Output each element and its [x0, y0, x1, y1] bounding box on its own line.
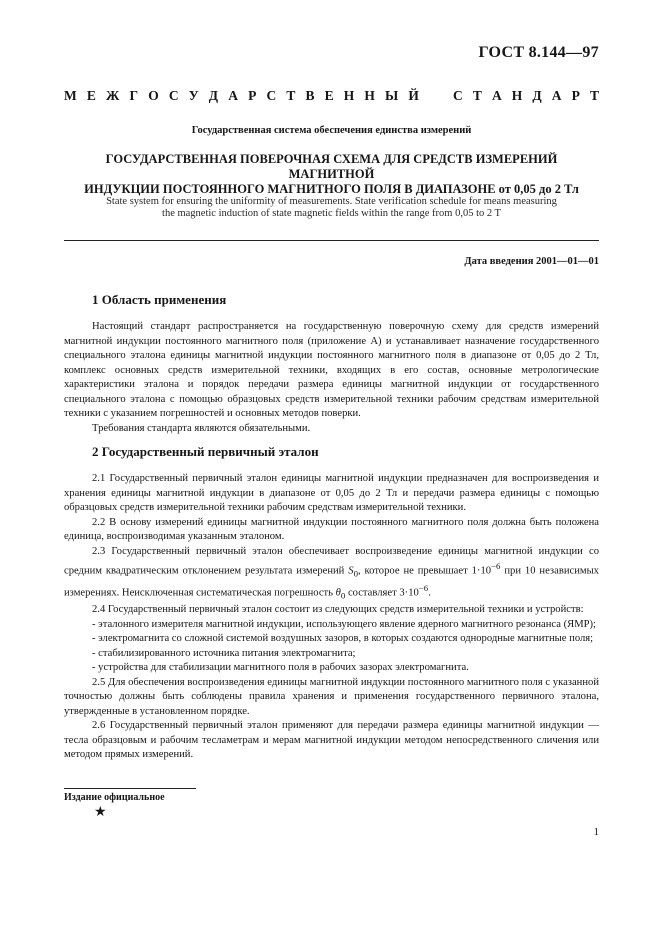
- list-item: - устройства для стабилизации магнитного поля в рабочих зазорах электромагнита.: [92, 662, 469, 674]
- paragraph-2-2: 2.2 В основу измерений единицы магнитной индукции постоянного магнитного поля должна быть положена единица, воспроизводимая указанным эталоном.: [64, 516, 599, 542]
- text-run: 2.3 Государственный первичный эталон обеспечивает воспроизведение единицы магнитной индукции со средним квадратическим отклонением результата измерений: [64, 545, 599, 577]
- symbol-theta: θ: [335, 587, 341, 599]
- paragraph-2-1: 2.1 Государственный первичный эталон единицы магнитной индукции предназначен для воспроизведения и хранения единицы магнитной индукции в диапазоне от 0,05 до 2 Тл и передачи размера единицы с помощью образцовых средств измерительной техники рабочим средствам измерительной техники.: [64, 473, 599, 513]
- gost-code: ГОСТ 8.144—97: [478, 44, 599, 61]
- interstate-standard-banner: [64, 88, 599, 104]
- text-run: , которое не превышает 1·10: [357, 565, 492, 577]
- symbol-s-subscript: 0: [353, 568, 358, 579]
- paragraph-2-6: 2.6 Государственный первичный эталон применяют для передачи размера единицы магнитной индукции — тесла образцовым и рабочим тесламетрам и мерам магнитной индукции методом непосредственного сличения или методом прямых измерений.: [64, 720, 599, 761]
- section-2-body: [64, 472, 599, 763]
- header-divider: [64, 240, 599, 241]
- paragraph: Требования стандарта являются обязательными.: [92, 422, 311, 434]
- section-1-body: [64, 320, 599, 436]
- paragraph: Настоящий стандарт распространяется на государственную поверочную схему для средств измерений магнитной индукции постоянного магнитного поля (приложение А) и устанавливает назначение государственного специального эталона единицы магнитной индукции постоянного магнитного поля в диапазоне от 0,05 до 2 Тл, комплекс основных средств измерительной техники, входящих в его состав, основные метрологические характеристики эталона и порядок передачи размера единицы магнитной индукции от государственного специального эталона с помощью образцовых средств измерительной техники рабочим средствам измерительной техники с указанием погрешностей и основных методов поверки.: [64, 321, 599, 419]
- system-title: Государственная система обеспечения единства измерений: [191, 125, 472, 136]
- text-run: .: [428, 587, 431, 599]
- list-item: - эталонного измерителя магнитной индукции, использующего явление ядерного магнитного резонанса (ЯМР);: [92, 618, 596, 630]
- list-item: - электромагнита со сложной системой воздушных зазоров, в которых создаются однородные магнитные поля;: [92, 633, 594, 645]
- black-star-icon: ★: [94, 805, 107, 820]
- symbol-theta-subscript: 0: [340, 590, 346, 601]
- introduction-date: Дата введения 2001—01—01: [464, 256, 599, 267]
- paragraph-2-5: 2.5 Для обеспечения воспроизведения единицы магнитной индукции постоянного магнитного поля с указанной точностью должны быть соблюдены правила хранения и применения государственного первичного эталона, утвержденные в установленном порядке.: [64, 676, 599, 717]
- paragraph-2-4: 2.4 Государственный первичный эталон состоит из следующих средств измерительной техники и устройств:: [92, 604, 584, 616]
- page-number: 1: [593, 826, 599, 838]
- english-title: [64, 196, 599, 220]
- exponent: −6: [491, 561, 501, 571]
- text-run: составляет 3·10: [345, 587, 419, 599]
- text-run: при 10 независимых измерениях. Неисключенная систематическая погрешность: [64, 565, 599, 599]
- paragraph-2-3: [64, 545, 599, 604]
- english-title-line-2: the magnetic induction of state magnetic fields within the range from 0,05 to 2 T: [162, 208, 501, 219]
- footer-divider: [64, 788, 196, 789]
- english-title-line-1: State system for ensuring the uniformity of measurements. State verification schedule for means measuring: [106, 196, 557, 207]
- document-title: [64, 152, 599, 197]
- section-2-heading: 2 Государственный первичный эталон: [92, 444, 319, 459]
- section-1-heading: 1 Область применения: [92, 292, 227, 307]
- exponent: −6: [418, 583, 429, 594]
- title-line-1: ГОСУДАРСТВЕННАЯ ПОВЕРОЧНАЯ СХЕМА ДЛЯ СРЕДСТВ ИЗМЕРЕНИЙ МАГНИТНОЙ: [105, 152, 558, 181]
- edition-label: Издание официальное: [64, 792, 165, 803]
- symbol-s: S: [348, 565, 354, 577]
- standard-word: С Т А Н Д А Р Т: [453, 88, 599, 103]
- list-item: - стабилизированного источника питания электромагнита;: [92, 647, 356, 659]
- interstate-word: М Е Ж Г О С У Д А Р С Т В Е Н Н Ы Й: [64, 88, 419, 103]
- title-line-2: ИНДУКЦИИ ПОСТОЯННОГО МАГНИТНОГО ПОЛЯ В ДИАПАЗОНЕ от 0,05 до 2 Тл: [84, 182, 579, 196]
